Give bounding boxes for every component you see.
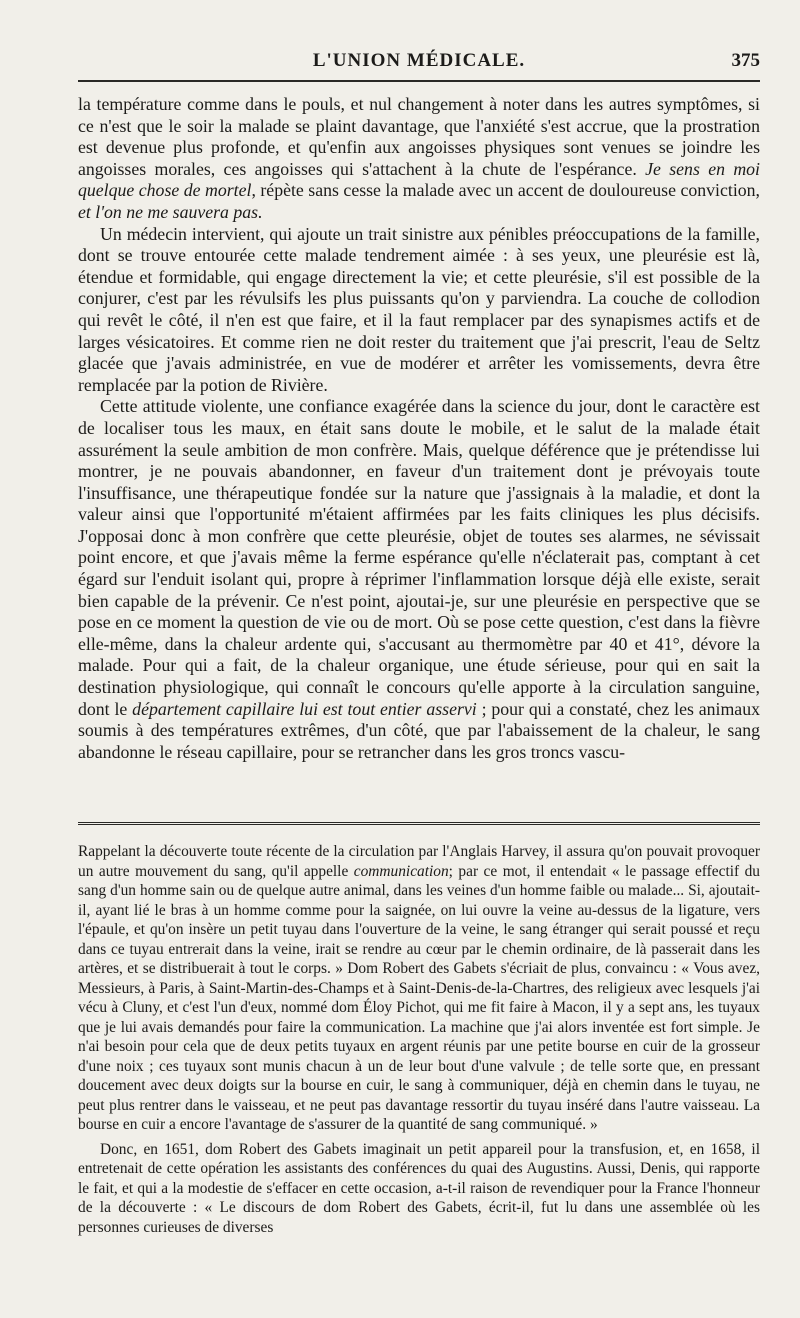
paragraph: Un médecin intervient, qui ajoute un trait sinistre aux pénibles préoccupations de la famille, dont se trouve entourée cette malade tendrement aimée : à ses yeux, une pleurésie est là, étendue et formidable, qui engage directement la vie; et cette pleurésie, s'il est possible de la conjurer, c'est par les révulsifs les plus puissants qu'on y parviendra. La couche de collodion qui revêt le côté, il n'en est que faire, et il la faut remplacer par des synapismes actifs et de larges vésicatoires. Et comme rien ne doit rester du traitement que j'ai prescrit, l'eau de Seltz glacée que j'avais administrée, en vue de modérer et arrêter les vomissements, devra être remplacée par la potion de Rivière. (78, 223, 760, 395)
footnote-rule (78, 822, 760, 825)
main-text (78, 94, 760, 763)
footnote-paragraph: Donc, en 1651, dom Robert des Gabets imaginait un petit appareil pour la transfusion, et, en 1658, il entretenait de cette opération les assistants des conférences du quai des Augustins. Aussi, Denis, qui rapporte le fait, et qui a la modestie de s'effacer en cette occasion, a-t-il raison de revendiquer pour la France l'honneur de la découverte : « Le discours de dom Robert des Gabets, écrit-il, fut lu dans une assemblée où les personnes curieuses de diverses (78, 1140, 760, 1236)
paragraph: Cette attitude violente, une confiance exagérée dans la science du jour, dont le caractère est de localiser tous les maux, en était sans doute le mobile, et le salut de la malade était assurément la seule ambition de mon confrère. Mais, quelque déférence que je prétendisse lui montrer, je ne pouvais abandonner, en faveur d'un traitement dont je prévoyais toute l'insuffisance, une thérapeutique fondée sur la nature que j'assignais à la maladie, et dont la valeur ainsi que l'opportunité m'étaient affirmées par les faits cliniques les plus décisifs. J'opposai donc à mon confrère que cette pleurésie, objet de toutes ses alarmes, ne sévissait point encore, et que j'avais même la ferme espérance qu'elle n'éclaterait pas, comptant à cet égard sur l'enduit isolant qui, propre à réprimer l'inflammation lorsque déjà elle existe, serait bien capable de la prévenir. Ce n'est point, ajoutai-je, sur une pleurésie en perspective que se pose en ce moment la question de vie ou de mort. Où se pose cette question, c'est dans la fièvre elle-même, dans la chaleur ardente qui, s'accusant au thermomètre par 40 et 41°, dévore la malade. Pour qui a fait, de la chaleur organique, une étude sérieuse, pour qui en sait la destination physiologique, qui connaît le concours qu'elle apporte à la circulation sanguine, dont le département capillaire lui est tout entier asservi ; pour qui a constaté, chez les animaux soumis à des températures extrêmes, d'un côté, que par l'abaissement de la chaleur, le sang abandonne le réseau capillaire, pour se retrancher dans les gros troncs vascu- (78, 396, 760, 762)
page-number: 375 (731, 50, 760, 71)
running-header (78, 46, 760, 82)
footnotes (78, 842, 760, 1237)
paragraph: la température comme dans le pouls, et nul changement à noter dans les autres symptômes, si ce n'est que le soir la malade se plaint davantage, que l'anxiété s'est accrue, que la prostration est devenue plus profonde, et qu'enfin aux angoisses physiques sont venues se joindre les angoisses morales, ces angoisses qui s'attachent à la chute de l'espérance. Je sens en moi quelque chose de mortel, répète sans cesse la malade avec un accent de douloureuse conviction, et l'on ne me sauvera pas. (78, 94, 760, 222)
journal-title: L'UNION MÉDICALE. (312, 50, 526, 71)
footnote-paragraph: Rappelant la découverte toute récente de la circulation par l'Anglais Harvey, il assura qu'on pouvait provoquer un autre mouvement du sang, qu'il appelle communication; par ce mot, il entendait « le passage effectif du sang d'un homme sain ou de quelque autre animal, dans les veines d'un homme faible ou malade... Si, ajoutait-il, ayant lié le bras à un homme comme pour la saignée, on lui ouvre la veine au-dessus de la ligature, vers l'épaule, et qu'on insère un petit tuyau dans l'ouverture de la veine, le sang étranger qui serait poussé et reçu dans ce tuyau entrerait dans la veine, irait se rendre au cœur par le chemin ordinaire, de là passerait dans les artères, et se distribuerait à tout le corps. » Dom Robert des Gabets s'écriait de plus, convaincu : « Vous avez, Messieurs, à Paris, à Saint-Martin-des-Champs et à Saint-Denis-de-la-Chartres, des religieux avec lesquels j'ai vécu à Cluny, et c'est l'un d'eux, nommé dom Éloy Pichot, qui me fit faire à Macon, il y a sept ans, les tuyaux que je lui avais demandés pour faire la communication. La machine que j'ai alors inventée est fort simple. Je n'ai besoin pour cela que de deux petits tuyaux en argent réunis par une petite bourse en cuir de la grosseur d'une noix ; ces tuyaux sont munis chacun à un de leur bout d'une valvule ; de telle sorte que, en pressant doucement avec deux doigts sur la bourse en cuir, le sang à communiquer, déjà en chemin dans le tuyau, ne peut plus rentrer dans le vaisseau, et ne peut pas davantage ressortir du tuyau inséré dans l'autre vaisseau. La bourse en cuir a encore l'avantage de s'assurer de la quantité de sang communiqué. » (78, 843, 760, 1133)
